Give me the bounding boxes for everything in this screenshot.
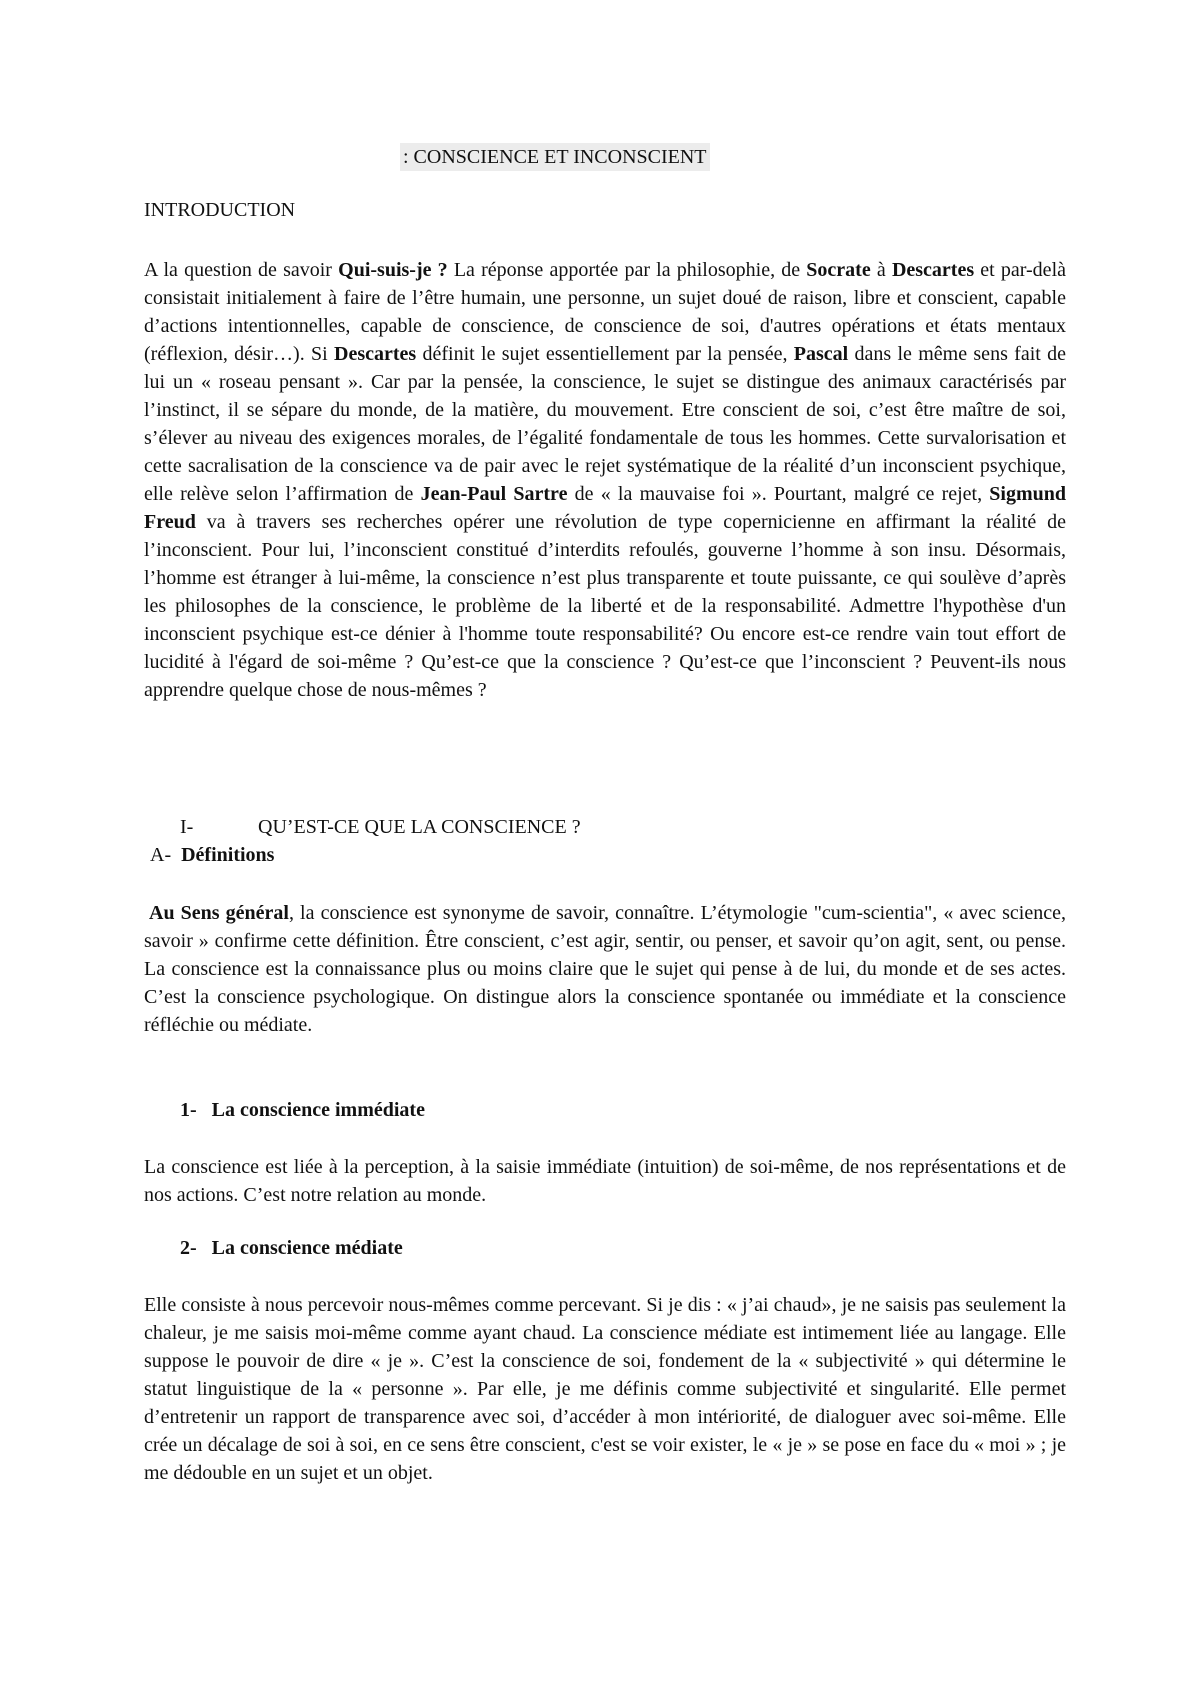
text-run: La réponse apportée par la philosophie, de — [447, 259, 807, 281]
document-title: : CONSCIENCE ET INCONSCIENT — [400, 143, 710, 171]
section-number: I- — [180, 816, 194, 838]
bold-text: Socrate — [806, 259, 871, 281]
bold-text: Au Sens général — [149, 902, 289, 924]
point-1-heading — [180, 1098, 425, 1122]
point-title: La conscience immédiate — [211, 1099, 425, 1121]
text-run: va à travers ses recherches opérer une révolution de type copernicienne en affirmant la réalité de l’inconscient. Pour lui, l’inconscient constitué d’interdits refoulés, gouverne l’homme à son insu. Désormais, l’homme est étranger à lui-même, la conscience n’est plus transparente et toute puissante, ce qui soulève d’après les philosophes de la conscience, le problème de la liberté et de la responsabilité. Admettre l'hypothèse d'un inconscient psychique est-ce dénier à l'homme toute responsabilité? Ou encore est-ce rendre vain tout effort de lucidité à l'égard de soi-même ? Qu’est-ce que la conscience ? Qu’est-ce que l’inconscient ? Peuvent-ils nous apprendre quelque chose de nous-mêmes ? — [144, 511, 1066, 701]
bold-text: Sigmund Freud — [144, 483, 1067, 533]
section-title: QU’EST-CE QUE LA CONSCIENCE ? — [258, 816, 581, 838]
text-run: dans le même sens fait de lui un « roseau pensant ». Car par la pensée, la conscience, le sujet se distingue des animaux caractérisés par l’instinct, il se sépare du monde, de la matière, du mouvement. Etre conscient de soi, c’est être maître de soi, s’élever au niveau des exigences morales, de l’égalité fondamentale de tous les hommes. Cette survalorisation et cette sacralisation de la conscience va de pair avec le rejet systématique de la réalité d’un inconscient psychique, elle relève selon l’affirmation de — [144, 343, 1066, 505]
bold-text: Jean-Paul Sartre — [420, 483, 568, 505]
bold-text: Qui-suis-je ? — [338, 259, 448, 281]
bold-text: Pascal — [793, 343, 849, 365]
text-run: , la conscience est synonyme de savoir, connaître. L’étymologie "cum-scientia", « avec science, savoir » confirme cette définition. Être conscient, c’est agir, sentir, ou penser, et savoir qu’on agit, sent, ou pense. La conscience est la connaissance plus ou moins claire que le sujet qui pense à de lui, du monde et de ses actes. C’est la conscience psychologique. On distingue alors la conscience spontanée ou immédiate et la conscience réfléchie ou médiate. — [144, 902, 1066, 1036]
point-2-paragraph: Elle consiste à nous percevoir nous-mêmes comme percevant. Si je dis : « j’ai chaud», je ne saisis pas seulement la chaleur, je me saisis moi-même comme ayant chaud. La conscience médiate est intimement liée au langage. Elle suppose le pouvoir de dire « je ». C’est la conscience de soi, fondement de la « subjectivité » qui détermine le statut linguistique de la « personne ». Par elle, je me définis comme subjectivité et singularité. Elle permet d’entretenir un rapport de transparence avec soi, d’accéder à mon intériorité, de dialoguer avec soi-même. Elle crée un décalage de soi à soi, en ce sens être conscient, c'est se voir exister, le « je » se pose en face du « moi » ; je me dédouble en un sujet et un objet. — [144, 1294, 1066, 1484]
intro-heading: INTRODUCTION — [144, 199, 296, 221]
text-run: à — [870, 259, 892, 281]
intro-paragraph — [144, 256, 1066, 704]
bold-text: Descartes — [334, 343, 417, 365]
point-title: La conscience médiate — [211, 1237, 403, 1259]
text-run: de « la mauvaise foi ». Pourtant, malgré ce rejet, — [567, 483, 990, 505]
section-1-heading — [180, 815, 581, 839]
text-run: A la question de savoir — [144, 259, 339, 281]
bold-text: Descartes — [891, 259, 975, 281]
subsection-number: A- — [150, 844, 172, 866]
point-1-paragraph: La conscience est liée à la perception, à la saisie immédiate (intuition) de soi-même, de nos représentations et de nos actions. C’est notre relation au monde. — [144, 1156, 1066, 1206]
point-2-heading — [180, 1236, 403, 1260]
subsection-a-heading — [150, 843, 274, 867]
text-run: et par-delà consistait initialement à faire de l’être humain, une personne, un sujet doué de raison, libre et conscient, capable d’actions intentionnelles, capable de conscience, de conscience de soi, d'autres opérations et états mentaux (réflexion, désir…). Si — [144, 259, 1066, 365]
subsection-title: Définitions — [181, 844, 275, 866]
text-run: définit le sujet essentiellement par la pensée, — [416, 343, 794, 365]
definitions-paragraph — [144, 899, 1066, 1039]
point-number: 2- — [180, 1237, 197, 1259]
point-number: 1- — [180, 1099, 197, 1121]
